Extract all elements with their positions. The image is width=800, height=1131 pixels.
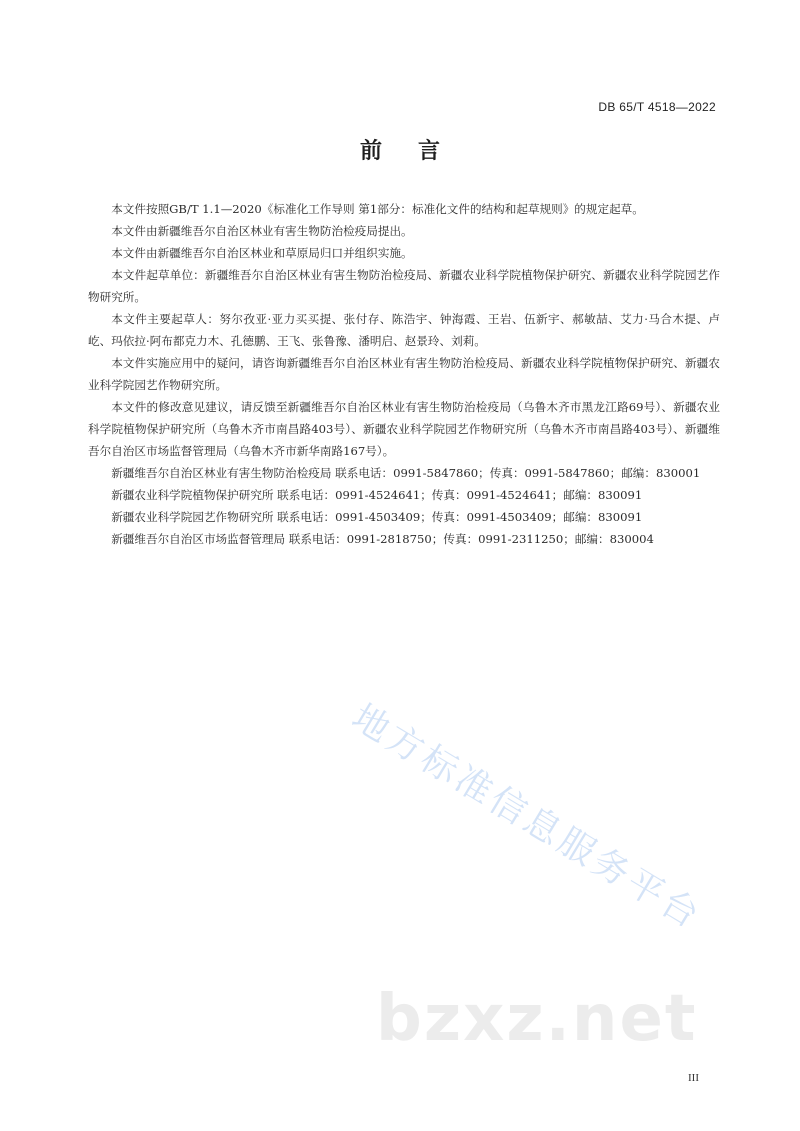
- page-title: [0, 134, 800, 165]
- contact-plant-protection-institute: 新疆农业科学院植物保护研究所 联系电话：0991-4524641；传真：0991-4524641；邮编：830091: [111, 488, 643, 502]
- paragraph-feedback: 本文件的修改意见建议，请反馈至新疆维吾尔自治区林业有害生物防治检疫局（乌鲁木齐市黑龙江路69号）、新疆农业科学院植物保护研究所（乌鲁木齐市南昌路403号）、新疆农业科学院园艺作物研究所（乌鲁木齐市南昌路403号）、新疆维吾尔自治区市场监督管理局（乌鲁木齐市新华南路167号）。: [88, 400, 720, 458]
- contact-horticulture-institute: 新疆农业科学院园艺作物研究所 联系电话：0991-4503409；传真：0991-4503409；邮编：830091: [111, 510, 643, 524]
- paragraph-proposer: 本文件由新疆维吾尔自治区林业有害生物防治检疫局提出。: [111, 224, 413, 238]
- site-watermark: bzxz.net: [376, 982, 698, 1056]
- title-char-1: 前: [359, 139, 382, 164]
- contact-forestry-pest-bureau: 新疆维吾尔自治区林业有害生物防治检疫局 联系电话：0991-5847860；传真：0991-5847860；邮编：830001: [111, 466, 701, 480]
- watermark: 地方标准信息服务平台: [344, 696, 709, 939]
- paragraph-drafting-rule: 本文件按照GB/T 1.1—2020《标准化工作导则 第1部分：标准化文件的结构和起草规则》的规定起草。: [111, 202, 644, 216]
- paragraph-inquiries: 本文件实施应用中的疑问，请咨询新疆维吾尔自治区林业有害生物防治检疫局、新疆农业科学院植物保护研究、新疆农业科学院园艺作物研究所。: [88, 356, 720, 392]
- paragraph-drafting-units: 本文件起草单位：新疆维吾尔自治区林业有害生物防治检疫局、新疆农业科学院植物保护研究、新疆农业科学院园艺作物研究所。: [88, 268, 720, 304]
- page-number: III: [688, 1072, 699, 1084]
- paragraph-administrator: 本文件由新疆维吾尔自治区林业和草原局归口并组织实施。: [111, 246, 413, 260]
- title-char-2: 言: [418, 139, 441, 164]
- paragraph-drafters: 本文件主要起草人：努尔孜亚·亚力买买提、张付存、陈浩宇、钟海霞、王岩、伍新宇、郝敏喆、艾力·马合木提、卢屹、玛依拉·阿布都克力木、孔德鹏、王飞、张鲁豫、潘明启、赵景玲、刘莉。: [88, 312, 720, 348]
- document-code: DB 65/T 4518—2022: [598, 100, 716, 114]
- foreword-body: [88, 198, 720, 550]
- contact-market-supervision-bureau: 新疆维吾尔自治区市场监督管理局 联系电话：0991-2818750；传真：0991-2311250；邮编：830004: [111, 532, 654, 546]
